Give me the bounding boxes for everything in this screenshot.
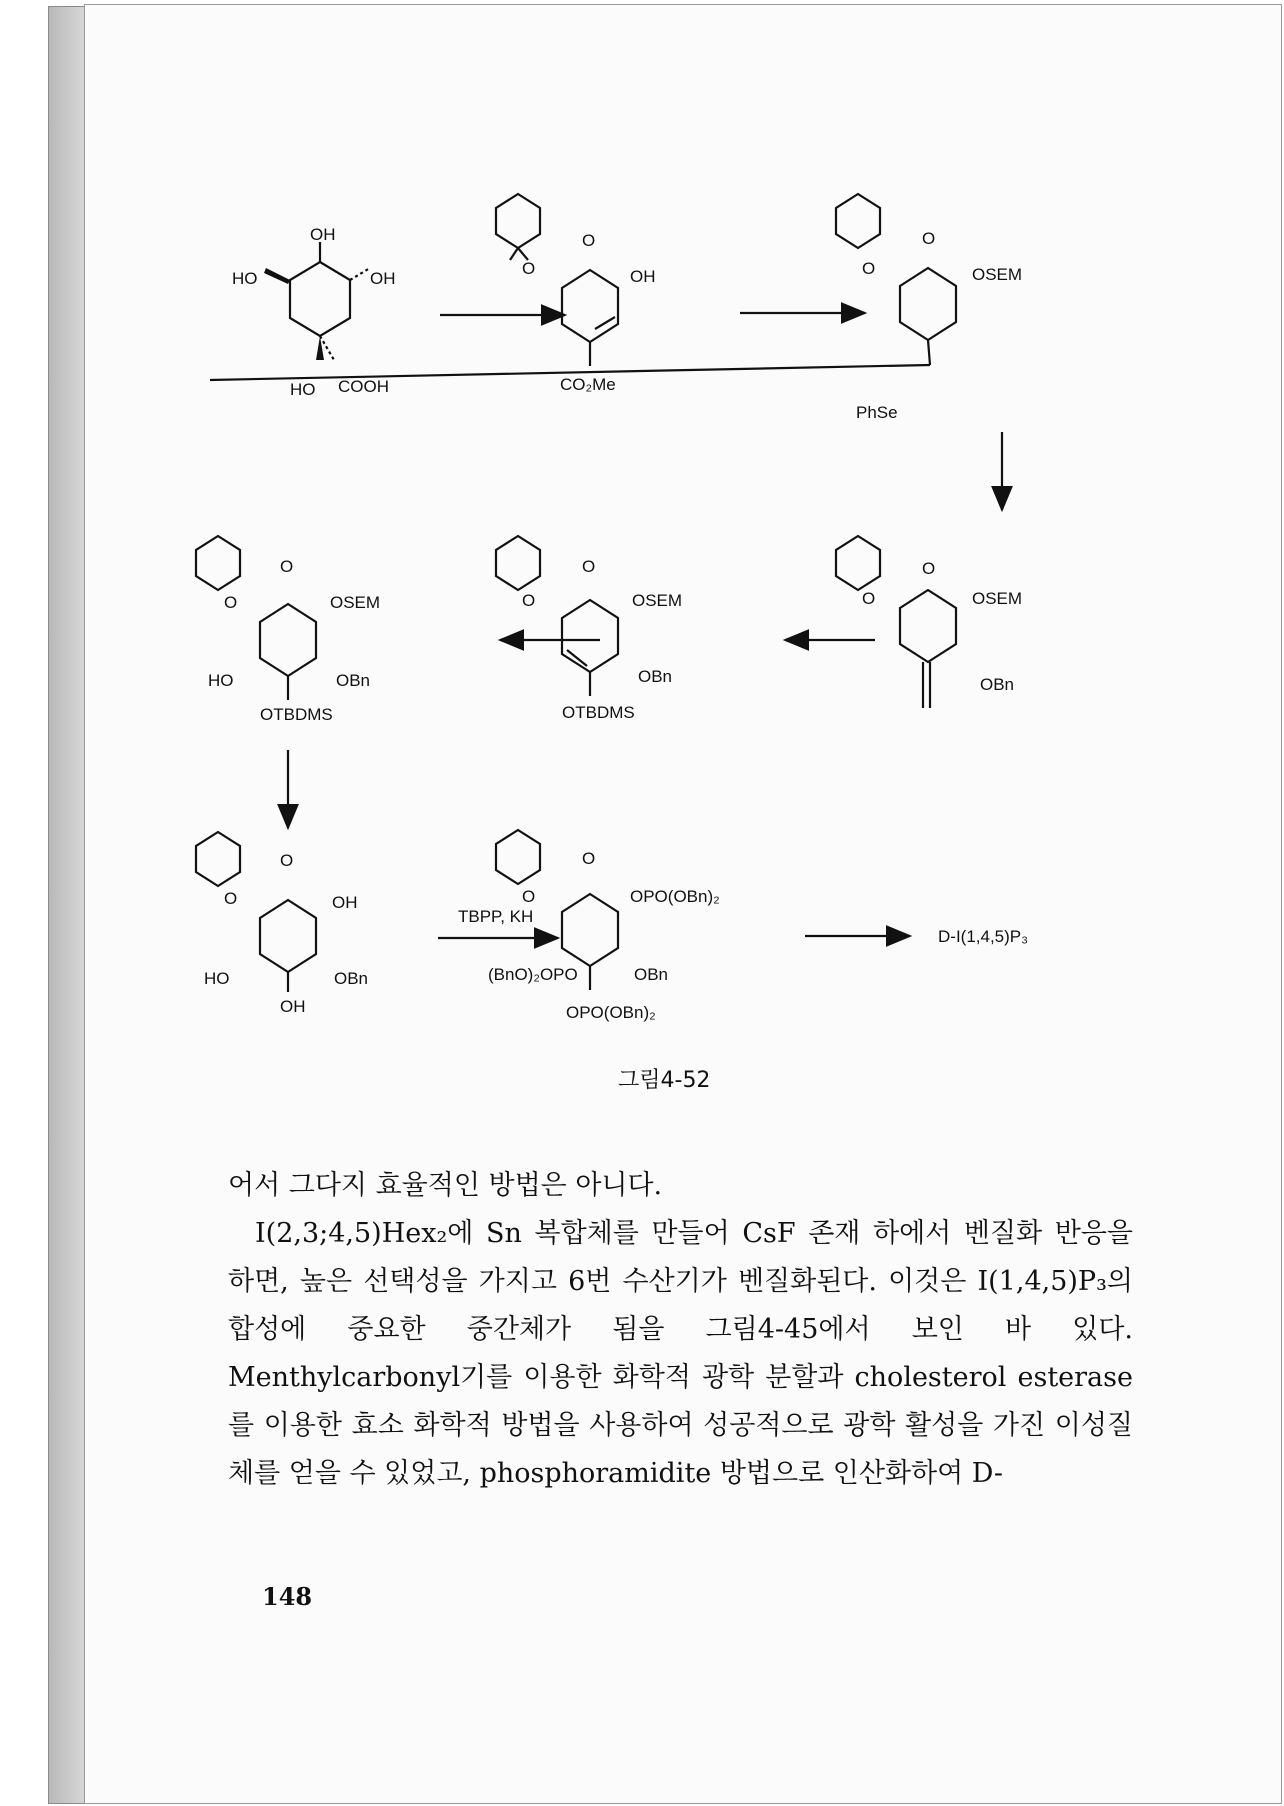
s8-o1: O <box>522 887 536 906</box>
s4-obn: OBn <box>980 675 1015 694</box>
s3-o1: O <box>862 259 876 278</box>
s7-obn: OBn <box>334 969 369 988</box>
reaction-scheme <box>204 200 1110 1022</box>
s2-ester: CO₂Me <box>560 375 616 394</box>
s6-otbdms: OTBDMS <box>260 705 333 724</box>
s8-opo-bottom: OPO(OBn)₂ <box>566 1003 656 1022</box>
s3-o2: O <box>922 229 936 248</box>
s8-obn: OBn <box>634 965 669 984</box>
compound-silyl-enol <box>496 536 682 722</box>
s1-oh-top: OH <box>310 225 336 244</box>
s3-phse: PhSe <box>856 403 898 422</box>
s7-oh-right: OH <box>332 893 358 912</box>
page-number: 148 <box>262 1582 313 1611</box>
s8-o2: O <box>582 849 596 868</box>
s4-o2: O <box>922 559 936 578</box>
compound-quinic-acid <box>232 225 396 399</box>
s5-osem: OSEM <box>632 591 683 610</box>
s2-oh: OH <box>630 267 656 286</box>
s1-ho-left: HO <box>232 269 258 288</box>
compound-enoate <box>496 194 656 394</box>
s5-o1: O <box>522 591 536 610</box>
s5-otbdms: OTBDMS <box>562 703 635 722</box>
reagent-label: TBPP, KH <box>458 907 534 926</box>
s6-ho: HO <box>208 671 234 690</box>
s6-osem: OSEM <box>330 593 381 612</box>
s1-cooh: COOH <box>338 377 389 396</box>
s4-o1: O <box>862 589 876 608</box>
s3-osem: OSEM <box>972 265 1023 284</box>
body-text <box>228 1162 1133 1498</box>
s2-o2: O <box>582 231 596 250</box>
figure-caption: 그림4-52 <box>618 1068 711 1093</box>
s6-o2: O <box>280 557 294 576</box>
s8-opo-left: (BnO)₂OPO <box>488 965 578 984</box>
s6-obn: OBn <box>336 671 371 690</box>
s7-ho-left: HO <box>204 969 230 988</box>
paragraph-2: I(2,3;4,5)Hex₂에 Sn 복합체를 만들어 CsF 존재 하에서 벤질화 반응을 하면, 높은 선택성을 가지고 6번 수산기가 벤질화된다. 이것은 I(1,4,5)P₃의 합성에 중요한 중간체가 됨을 그림4-45에서 보인 바 있다. Menthylcarbonyl기를 이용한 화학적 광학 분할과 cholesterol esterase를 이용한 효소 화학적 방법을 사용하여 성공적으로 광학 활성을 가진 이성질체를 얻을 수 있었고, phosphoramidite 방법으로 인산화하여 D- <box>228 1218 1133 1489</box>
s5-obn: OBn <box>638 667 673 686</box>
s1-oh-right: OH <box>370 269 396 288</box>
compound-tris-phosphate <box>488 830 720 1022</box>
paragraph-1: 어서 그다지 효율적인 방법은 아니다. <box>228 1170 663 1201</box>
compound-triol <box>196 832 368 1016</box>
s2-o1: O <box>522 259 536 278</box>
s4-osem: OSEM <box>972 589 1023 608</box>
s8-opo-top: OPO(OBn)₂ <box>630 887 720 906</box>
s1-ho-bottom: HO <box>290 380 316 399</box>
s7-o2: O <box>280 851 294 870</box>
product-label: D-I(1,4,5)P₃ <box>938 927 1029 946</box>
s5-o2: O <box>582 557 596 576</box>
compound-exomethylene <box>836 536 1022 708</box>
book-spine <box>48 6 88 1804</box>
s7-oh-bottom: OH <box>280 997 306 1016</box>
s7-o1: O <box>224 889 238 908</box>
s6-o1: O <box>224 593 238 612</box>
compound-tbdms-alcohol <box>196 536 380 724</box>
